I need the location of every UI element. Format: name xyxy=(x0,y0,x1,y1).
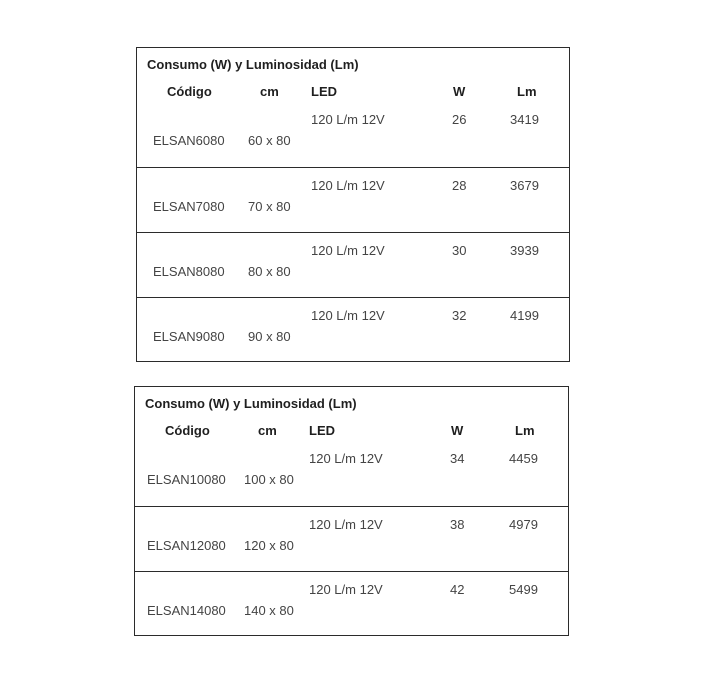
table-row xyxy=(135,441,568,506)
watt-cell: 32 xyxy=(452,308,467,323)
header-cm: cm xyxy=(258,423,277,438)
table-title: Consumo (W) y Luminosidad (Lm) xyxy=(145,396,357,411)
size-cell: 70 x 80 xyxy=(248,199,291,214)
lumen-cell: 4199 xyxy=(510,308,539,323)
watt-cell: 34 xyxy=(450,451,465,466)
watt-cell: 28 xyxy=(452,178,467,193)
size-cell: 100 x 80 xyxy=(244,472,294,487)
watt-cell: 38 xyxy=(450,517,465,532)
led-cell: 120 L/m 12V xyxy=(311,308,385,323)
led-cell: 120 L/m 12V xyxy=(311,112,385,127)
code-cell: ELSAN14080 xyxy=(147,603,226,618)
table-row xyxy=(135,571,568,636)
lumen-cell: 4459 xyxy=(509,451,538,466)
code-cell: ELSAN12080 xyxy=(147,538,226,553)
size-cell: 120 x 80 xyxy=(244,538,294,553)
header-led: LED xyxy=(309,423,335,438)
header-w: W xyxy=(451,423,464,438)
header-codigo: Código xyxy=(165,423,210,438)
table-row xyxy=(137,232,569,297)
size-cell: 80 x 80 xyxy=(248,264,291,279)
header-lm: Lm xyxy=(515,423,535,438)
led-cell: 120 L/m 12V xyxy=(309,451,383,466)
header-cm: cm xyxy=(260,84,279,99)
led-cell: 120 L/m 12V xyxy=(311,178,385,193)
lumen-cell: 3939 xyxy=(510,243,539,258)
lumen-cell: 3419 xyxy=(510,112,539,127)
header-w: W xyxy=(453,84,466,99)
led-cell: 120 L/m 12V xyxy=(309,582,383,597)
table-row xyxy=(137,297,569,362)
table-row xyxy=(137,102,569,167)
led-cell: 120 L/m 12V xyxy=(309,517,383,532)
table-row xyxy=(135,506,568,571)
led-cell: 120 L/m 12V xyxy=(311,243,385,258)
size-cell: 90 x 80 xyxy=(248,329,291,344)
lumen-cell: 5499 xyxy=(509,582,538,597)
size-cell: 140 x 80 xyxy=(244,603,294,618)
spec-table-1 xyxy=(136,47,570,362)
code-cell: ELSAN10080 xyxy=(147,472,226,487)
watt-cell: 26 xyxy=(452,112,467,127)
header-led: LED xyxy=(311,84,337,99)
spec-table-2 xyxy=(134,386,569,636)
header-codigo: Código xyxy=(167,84,212,99)
code-cell: ELSAN6080 xyxy=(153,133,225,148)
code-cell: ELSAN7080 xyxy=(153,199,225,214)
code-cell: ELSAN9080 xyxy=(153,329,225,344)
lumen-cell: 3679 xyxy=(510,178,539,193)
table-title: Consumo (W) y Luminosidad (Lm) xyxy=(147,57,359,72)
table-row xyxy=(137,167,569,232)
code-cell: ELSAN8080 xyxy=(153,264,225,279)
watt-cell: 30 xyxy=(452,243,467,258)
header-lm: Lm xyxy=(517,84,537,99)
size-cell: 60 x 80 xyxy=(248,133,291,148)
lumen-cell: 4979 xyxy=(509,517,538,532)
watt-cell: 42 xyxy=(450,582,465,597)
